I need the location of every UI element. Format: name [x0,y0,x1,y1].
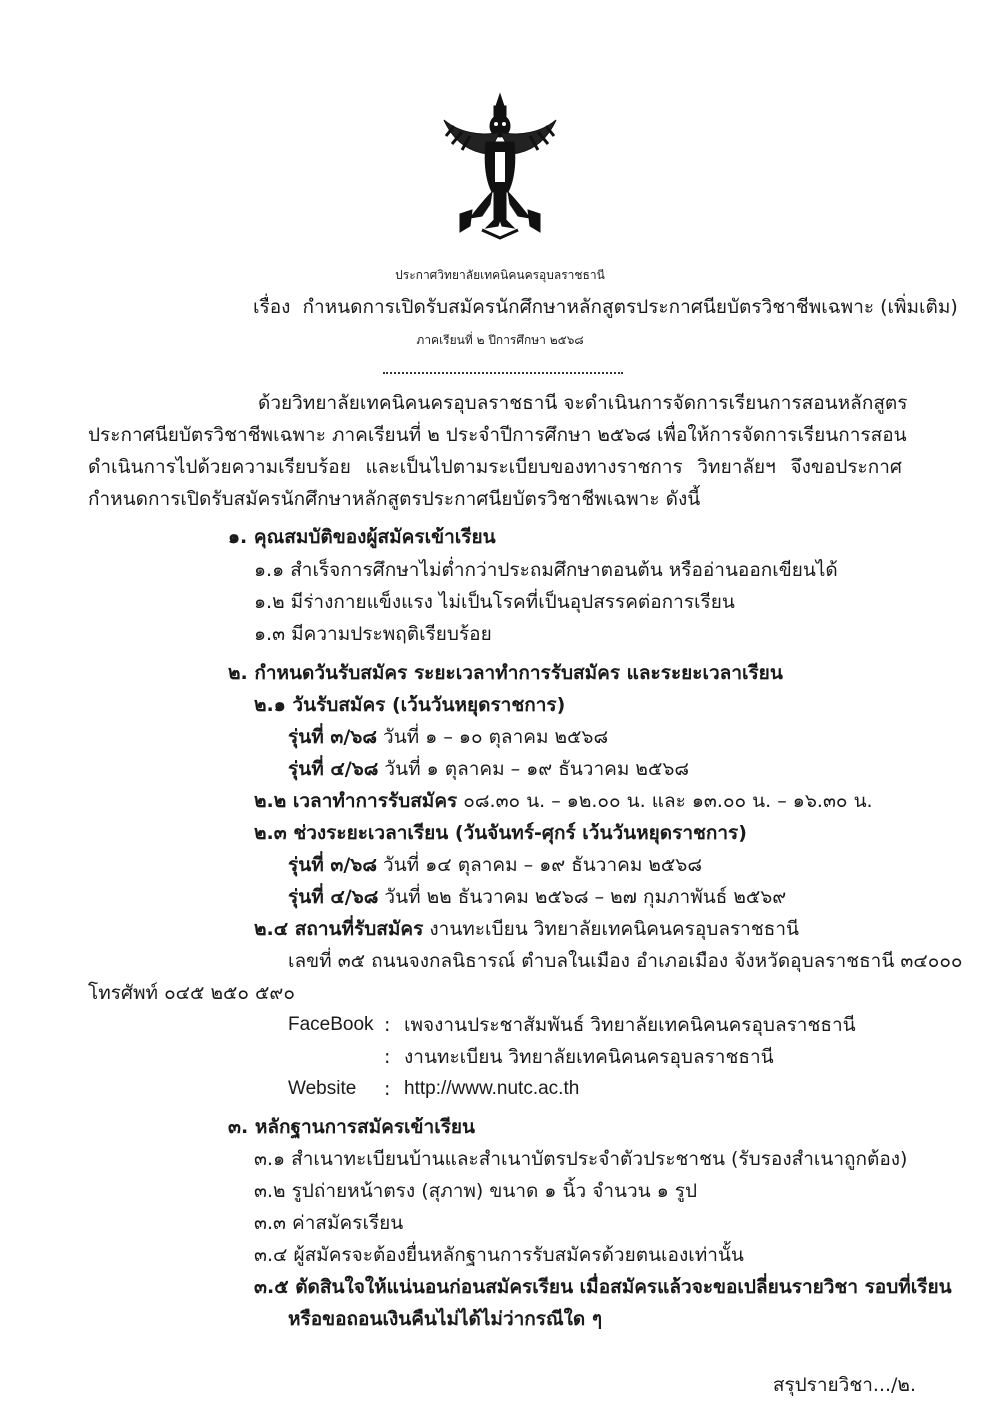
facebook-registry-link[interactable]: งานทะเบียน วิทยาลัยเทคนิคนครอุบลราชธานี [404,1046,774,1068]
section-1-item: ๑.๑ สำเร็จการศึกษาไม่ต่ำกว่าประถมศึกษาตอนต้น หรืออ่านออกเขียนได้ [254,559,838,581]
section-2-4-text: งานทะเบียน วิทยาลัยเทคนิคนครอุบลราชธานี [423,918,799,940]
section-2-title: ๒. กำหนดวันรับสมัคร ระยะเวลาทำการรับสมัคร และระยะเวลาเรียน [228,662,783,684]
intake-dates: วันที่ ๑ – ๑๐ ตุลาคม ๒๕๖๘ [376,726,609,748]
divider [383,372,623,374]
intro-line-3: ดำเนินการไปด้วยความเรียบร้อย และเป็นไปตามระเบียบของทางราชการ วิทยาลัยฯ จึงขอประกาศ [88,456,902,478]
address-line: เลขที่ ๓๕ ถนนจงกลนิธารณ์ ตำบลในเมือง อำเภอเมือง จังหวัดอุบลราชธานี ๓๔๐๐๐ [288,950,963,972]
section-3-item-5-line-2: หรือขอถอนเงินคืนไม่ได้ไม่ว่ากรณีใด ๆ [288,1308,603,1330]
website-colon: : [384,1078,391,1100]
section-2-2-label: ๒.๒ เวลาทำการรับสมัคร [254,790,458,812]
section-3-item: ๓.๒ รูปถ่ายหน้าตรง (สุภาพ) ขนาด ๑ นิ้ว จำนวน ๑ รูป [254,1180,698,1202]
intro-line-2: ประกาศนียบัตรวิชาชีพเฉพาะ ภาคเรียนที่ ๒ ประจำปีการศึกษา ๒๕๖๘ เพื่อให้การจัดการเรียนการสอน [88,424,907,446]
section-3-item: ๓.๑ สำเนาทะเบียนบ้านและสำเนาบัตรประจำตัวประชาชน (รับรองสำเนาถูกต้อง) [254,1148,908,1170]
section-2-1-title: ๒.๑ วันรับสมัคร (เว้นวันหยุดราชการ) [254,694,566,716]
section-2-4 [254,916,799,942]
section-3-item-5-line-1: ๓.๕ ตัดสินใจให้แน่นอนก่อนสมัครเรียน เมื่อสมัครแล้วจะขอเปลี่ยนรายวิชา รอบที่เรียน [254,1276,952,1298]
section-3-title: ๓. หลักฐานการสมัครเข้าเรียน [228,1116,476,1138]
section-2-3-title: ๒.๓ ช่วงระยะเวลาเรียน (วันจันทร์-ศุกร์ เว้นวันหยุดราชการ) [254,822,747,844]
page-continuation: สรุปรายวิชา.../๒. [772,1374,916,1396]
study-period-label: รุ่นที่ ๔/๖๘ [288,886,379,908]
facebook-page-link[interactable]: เพจงานประชาสัมพันธ์ วิทยาลัยเทคนิคนครอุบลราชธานี [404,1014,856,1036]
intake-dates: วันที่ ๑ ตุลาคม – ๑๙ ธันวาคม ๒๕๖๘ [378,758,690,780]
study-period-dates: วันที่ ๑๔ ตุลาคม – ๑๙ ธันวาคม ๒๕๖๘ [376,854,703,876]
website-label: Website [288,1078,357,1099]
intake-label: รุ่นที่ ๔/๖๘ [288,758,379,780]
announcement-title: ประกาศวิทยาลัยเทคนิคนครอุบลราชธานี [395,268,605,282]
section-1-item: ๑.๓ มีความประพฤติเรียบร้อย [254,623,492,645]
subject-text: กำหนดการเปิดรับสมัครนักศึกษาหลักสูตรประกาศนียบัตรวิชาชีพเฉพาะ (เพิ่มเติม) [302,296,958,318]
facebook-colon: : [384,1014,391,1036]
facebook-label: FaceBook [288,1014,374,1035]
phone-line: โทรศัพท์ ๐๔๕ ๒๕๐ ๕๙๐ [88,982,295,1004]
facebook-colon: : [384,1046,391,1068]
intro-line-4: กำหนดการเปิดรับสมัครนักศึกษาหลักสูตรประกาศนียบัตรวิชาชีพเฉพาะ ดังนี้ [88,488,701,510]
study-period-row [288,852,702,878]
garuda-emblem [440,92,560,242]
section-3-item: ๓.๓ ค่าสมัครเรียน [254,1212,404,1234]
term-line: ภาคเรียนที่ ๒ ปีการศึกษา ๒๕๖๘ [416,333,584,347]
section-1-item: ๑.๒ มีร่างกายแข็งแรง ไม่เป็นโรคที่เป็นอุปสรรคต่อการเรียน [254,591,735,613]
section-1-title: ๑. คุณสมบัติของผู้สมัครเข้าเรียน [228,526,496,548]
section-2-4-label: ๒.๔ สถานที่รับสมัคร [254,918,424,940]
intake-row [288,756,689,782]
intake-label: รุ่นที่ ๓/๖๘ [288,726,377,748]
subject-label: เรื่อง [253,296,291,318]
study-period-dates: วันที่ ๒๒ ธันวาคม ๒๕๖๘ – ๒๗ กุมภาพันธ์ ๒๕๖๙ [378,886,787,908]
intake-row [288,724,608,750]
section-2-2-text: ๐๘.๓๐ น. – ๑๒.๐๐ น. และ ๑๓.๐๐ น. – ๑๖.๓๐ น. [457,790,873,812]
website-link[interactable]: http://www.nutc.ac.th [404,1078,580,1099]
study-period-label: รุ่นที่ ๓/๖๘ [288,854,377,876]
section-2-2 [254,788,873,814]
section-3-item: ๓.๔ ผู้สมัครจะต้องยื่นหลักฐานการรับสมัครด้วยตนเองเท่านั้น [254,1244,744,1266]
intro-line-1: ด้วยวิทยาลัยเทคนิคนครอุบลราชธานี จะดำเนินการจัดการเรียนการสอนหลักสูตร [258,392,908,414]
study-period-row [288,884,786,910]
subject-line [253,294,958,320]
